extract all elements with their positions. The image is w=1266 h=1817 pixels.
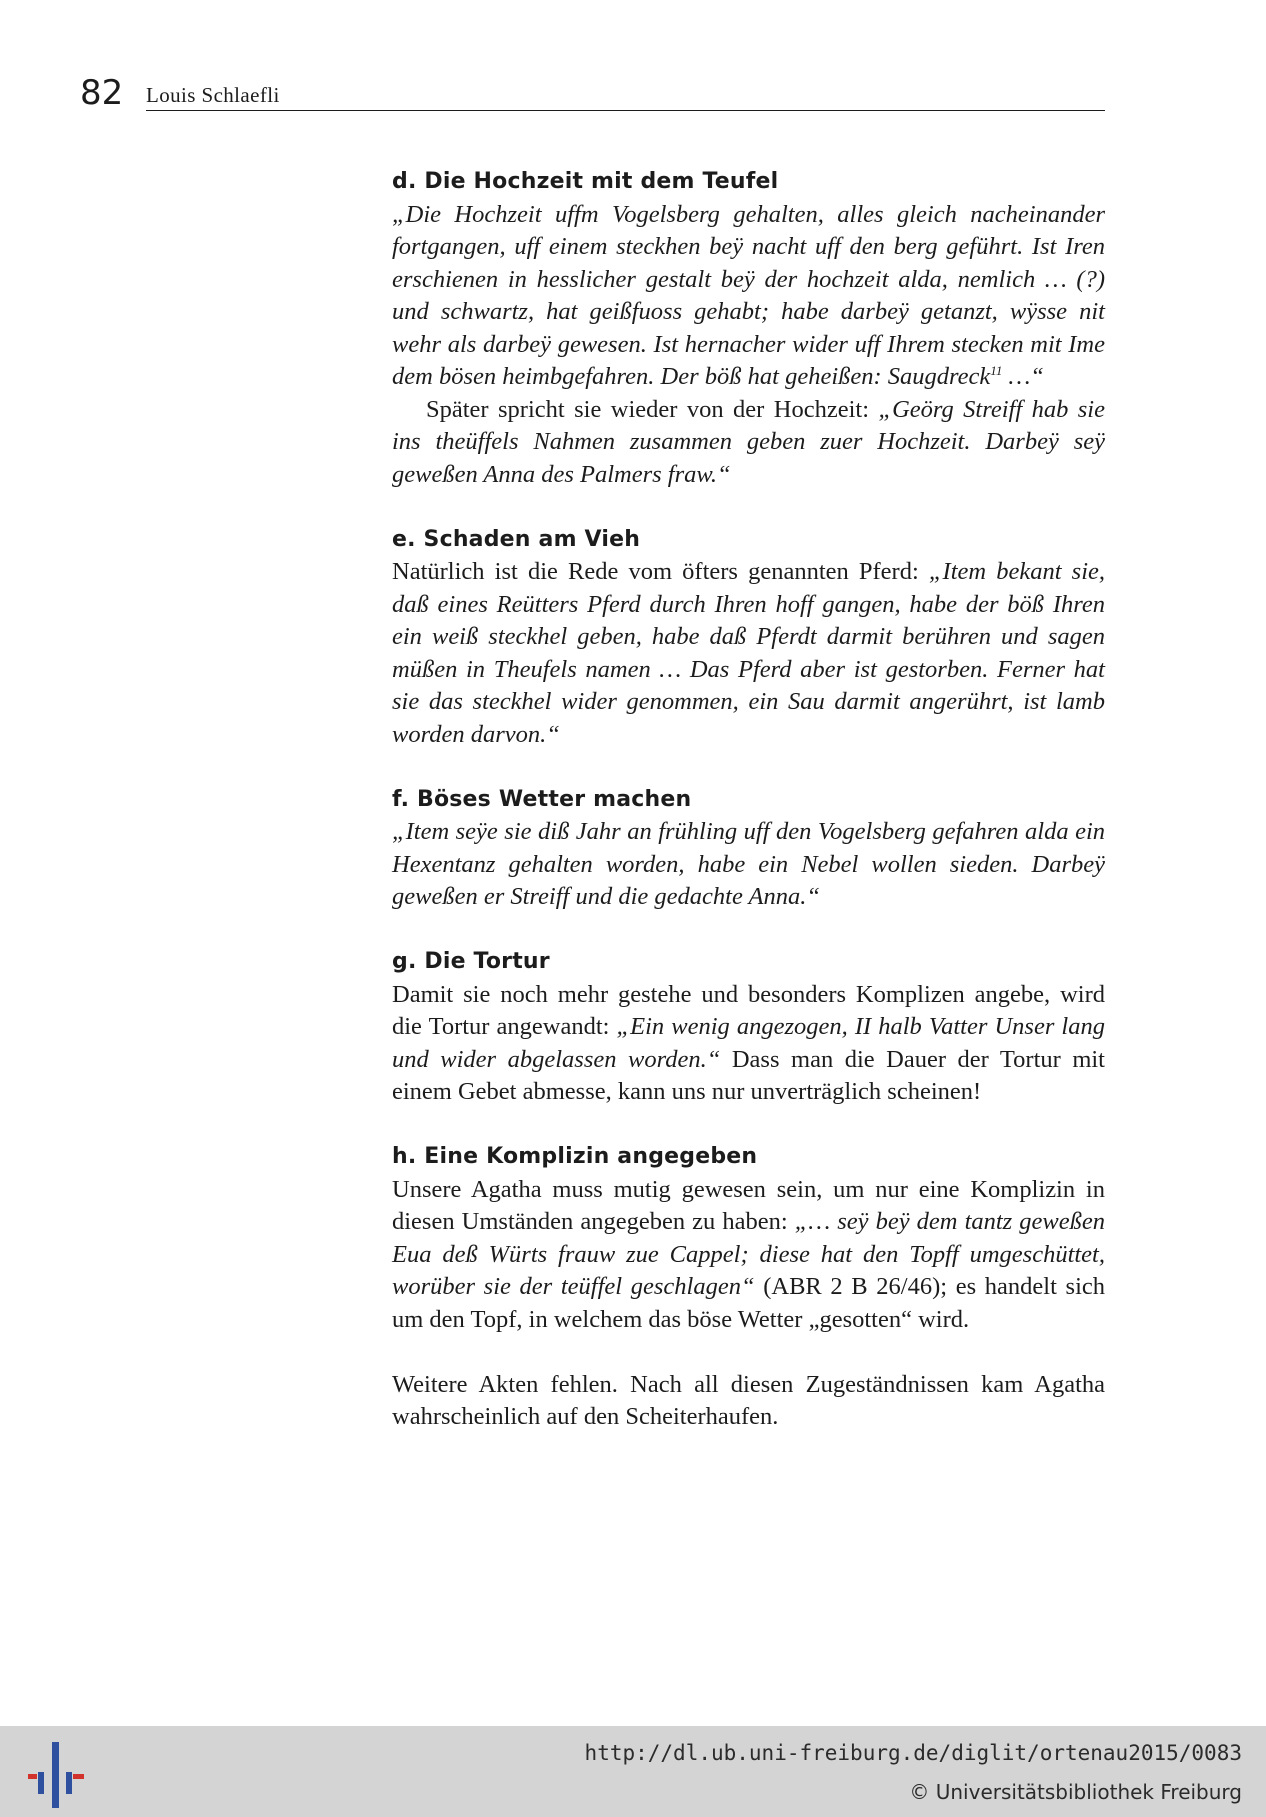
- running-head-author: Louis Schlaefli: [146, 83, 280, 107]
- section-heading: g. Die Tortur: [392, 949, 550, 974]
- quotation: „Item seÿe sie diß Jahr an frühling uff den Vogelsberg gefahren alda ein Hexentanz gehalten worden, habe ein Nebel wollen sieden. Darbeÿ geweßen er Streiff und die gedachte Anna.“: [392, 818, 1105, 910]
- header-rule: [146, 110, 1105, 111]
- section-heading: e. Schaden am Vieh: [392, 526, 641, 552]
- paragraph: [392, 816, 1105, 914]
- quotation: „Ein wenig angezogen, II halb Vatter Unser lang und wider abgelassen worden.“: [392, 1013, 1105, 1073]
- source-url-link[interactable]: http://dl.ub.uni-freiburg.de/diglit/ortenau2015/0083: [584, 1741, 1242, 1765]
- section-heading: f. Böses Wetter machen: [392, 786, 692, 812]
- paragraph: [392, 199, 1105, 394]
- body-column: [392, 166, 1105, 1434]
- section-e: [392, 524, 1105, 752]
- quotation-end: …“: [1002, 363, 1044, 390]
- section-d: [392, 166, 1105, 491]
- quotation: „Die Hochzeit uffm Vogelsberg gehalten, alles gleich nacheinander fortgangen, uff einem steckhen beÿ nacht uff den berg geführt. Ist Iren erschienen in hesslicher gestalt beÿ der hochzeit alda, nemlich … (?) und schwartz, hat geißfuoss gehabt; habe darbeÿ getanzt, wÿsse nit wehr als darbeÿ gewesen. Ist hernacher wider uff Ihrem stecken mit Ime dem bösen heimbgefahren. Der böß hat geheißen: Saugdreck: [392, 200, 1105, 390]
- body-text: Damit sie noch mehr gestehe und besonders Komplizen angebe, wird die Tortur angewandt:: [392, 980, 1105, 1040]
- body-text: Dass man die Dauer der Tortur mit einem Gebet abmesse, kann uns nur unverträglich scheinen!: [392, 1045, 1105, 1105]
- body-text: Unsere Agatha muss mutig gewesen sein, um nur eine Komplizin in diesen Umständen angegeben zu haben:: [392, 1175, 1105, 1235]
- section-h: [392, 1141, 1105, 1336]
- section-heading: d. Die Hochzeit mit dem Teufel: [392, 169, 779, 194]
- section-f: [392, 784, 1105, 914]
- paragraph: [392, 556, 1105, 751]
- copyright-notice: © Universitätsbibliothek Freiburg: [909, 1780, 1242, 1804]
- section-g: [392, 946, 1105, 1109]
- quotation: „… seÿ beÿ dem tantz geweßen Eua deß Würts frauw zue Cappel; diese hat den Topff umgeschüttet, worüber sie der teüffel geschlagen“: [392, 1208, 1106, 1300]
- section-heading: h. Eine Komplizin angegeben: [392, 1144, 758, 1169]
- paragraph: [392, 979, 1105, 1109]
- closing-paragraph: Weitere Akten fehlen. Nach all diesen Zugeständnissen kam Agatha wahrscheinlich auf den Scheiterhaufen.: [392, 1370, 1105, 1430]
- section-closing: [392, 1369, 1105, 1434]
- body-text: (ABR 2 B 26/46); es handelt sich um den Topf, in welchem das böse Wetter „gesotten“ wird.: [392, 1273, 1105, 1333]
- quotation: „Item bekant sie, daß eines Reütters Pferd durch Ihren hoff gangen, habe der böß Ihren ein weiß steckhel geben, habe daß Pferdt darmit berühren und sagen müßen in Theufels namen … Das Pferd aber ist gestorben. Ferner hat sie das steckhel wider genommen, ein Sau darmit angerührt, ist lamb worden darvon.“: [392, 558, 1105, 748]
- footnote-marker[interactable]: 11: [990, 363, 1003, 378]
- body-text: Später spricht sie wieder von der Hochzeit:: [426, 395, 879, 423]
- quotation: „Geörg Streiff hab sie ins theüffels Nahmen zusammen geben zuer Hochzeit. Darbeÿ seÿ geweßen Anna des Palmers fraw.“: [392, 395, 1105, 488]
- library-logo-icon: [28, 1742, 84, 1808]
- page-number: 82: [80, 73, 124, 113]
- paragraph: [392, 394, 1105, 492]
- paragraph: [392, 1174, 1105, 1337]
- body-text: Natürlich ist die Rede vom öfters genannten Pferd:: [392, 558, 929, 585]
